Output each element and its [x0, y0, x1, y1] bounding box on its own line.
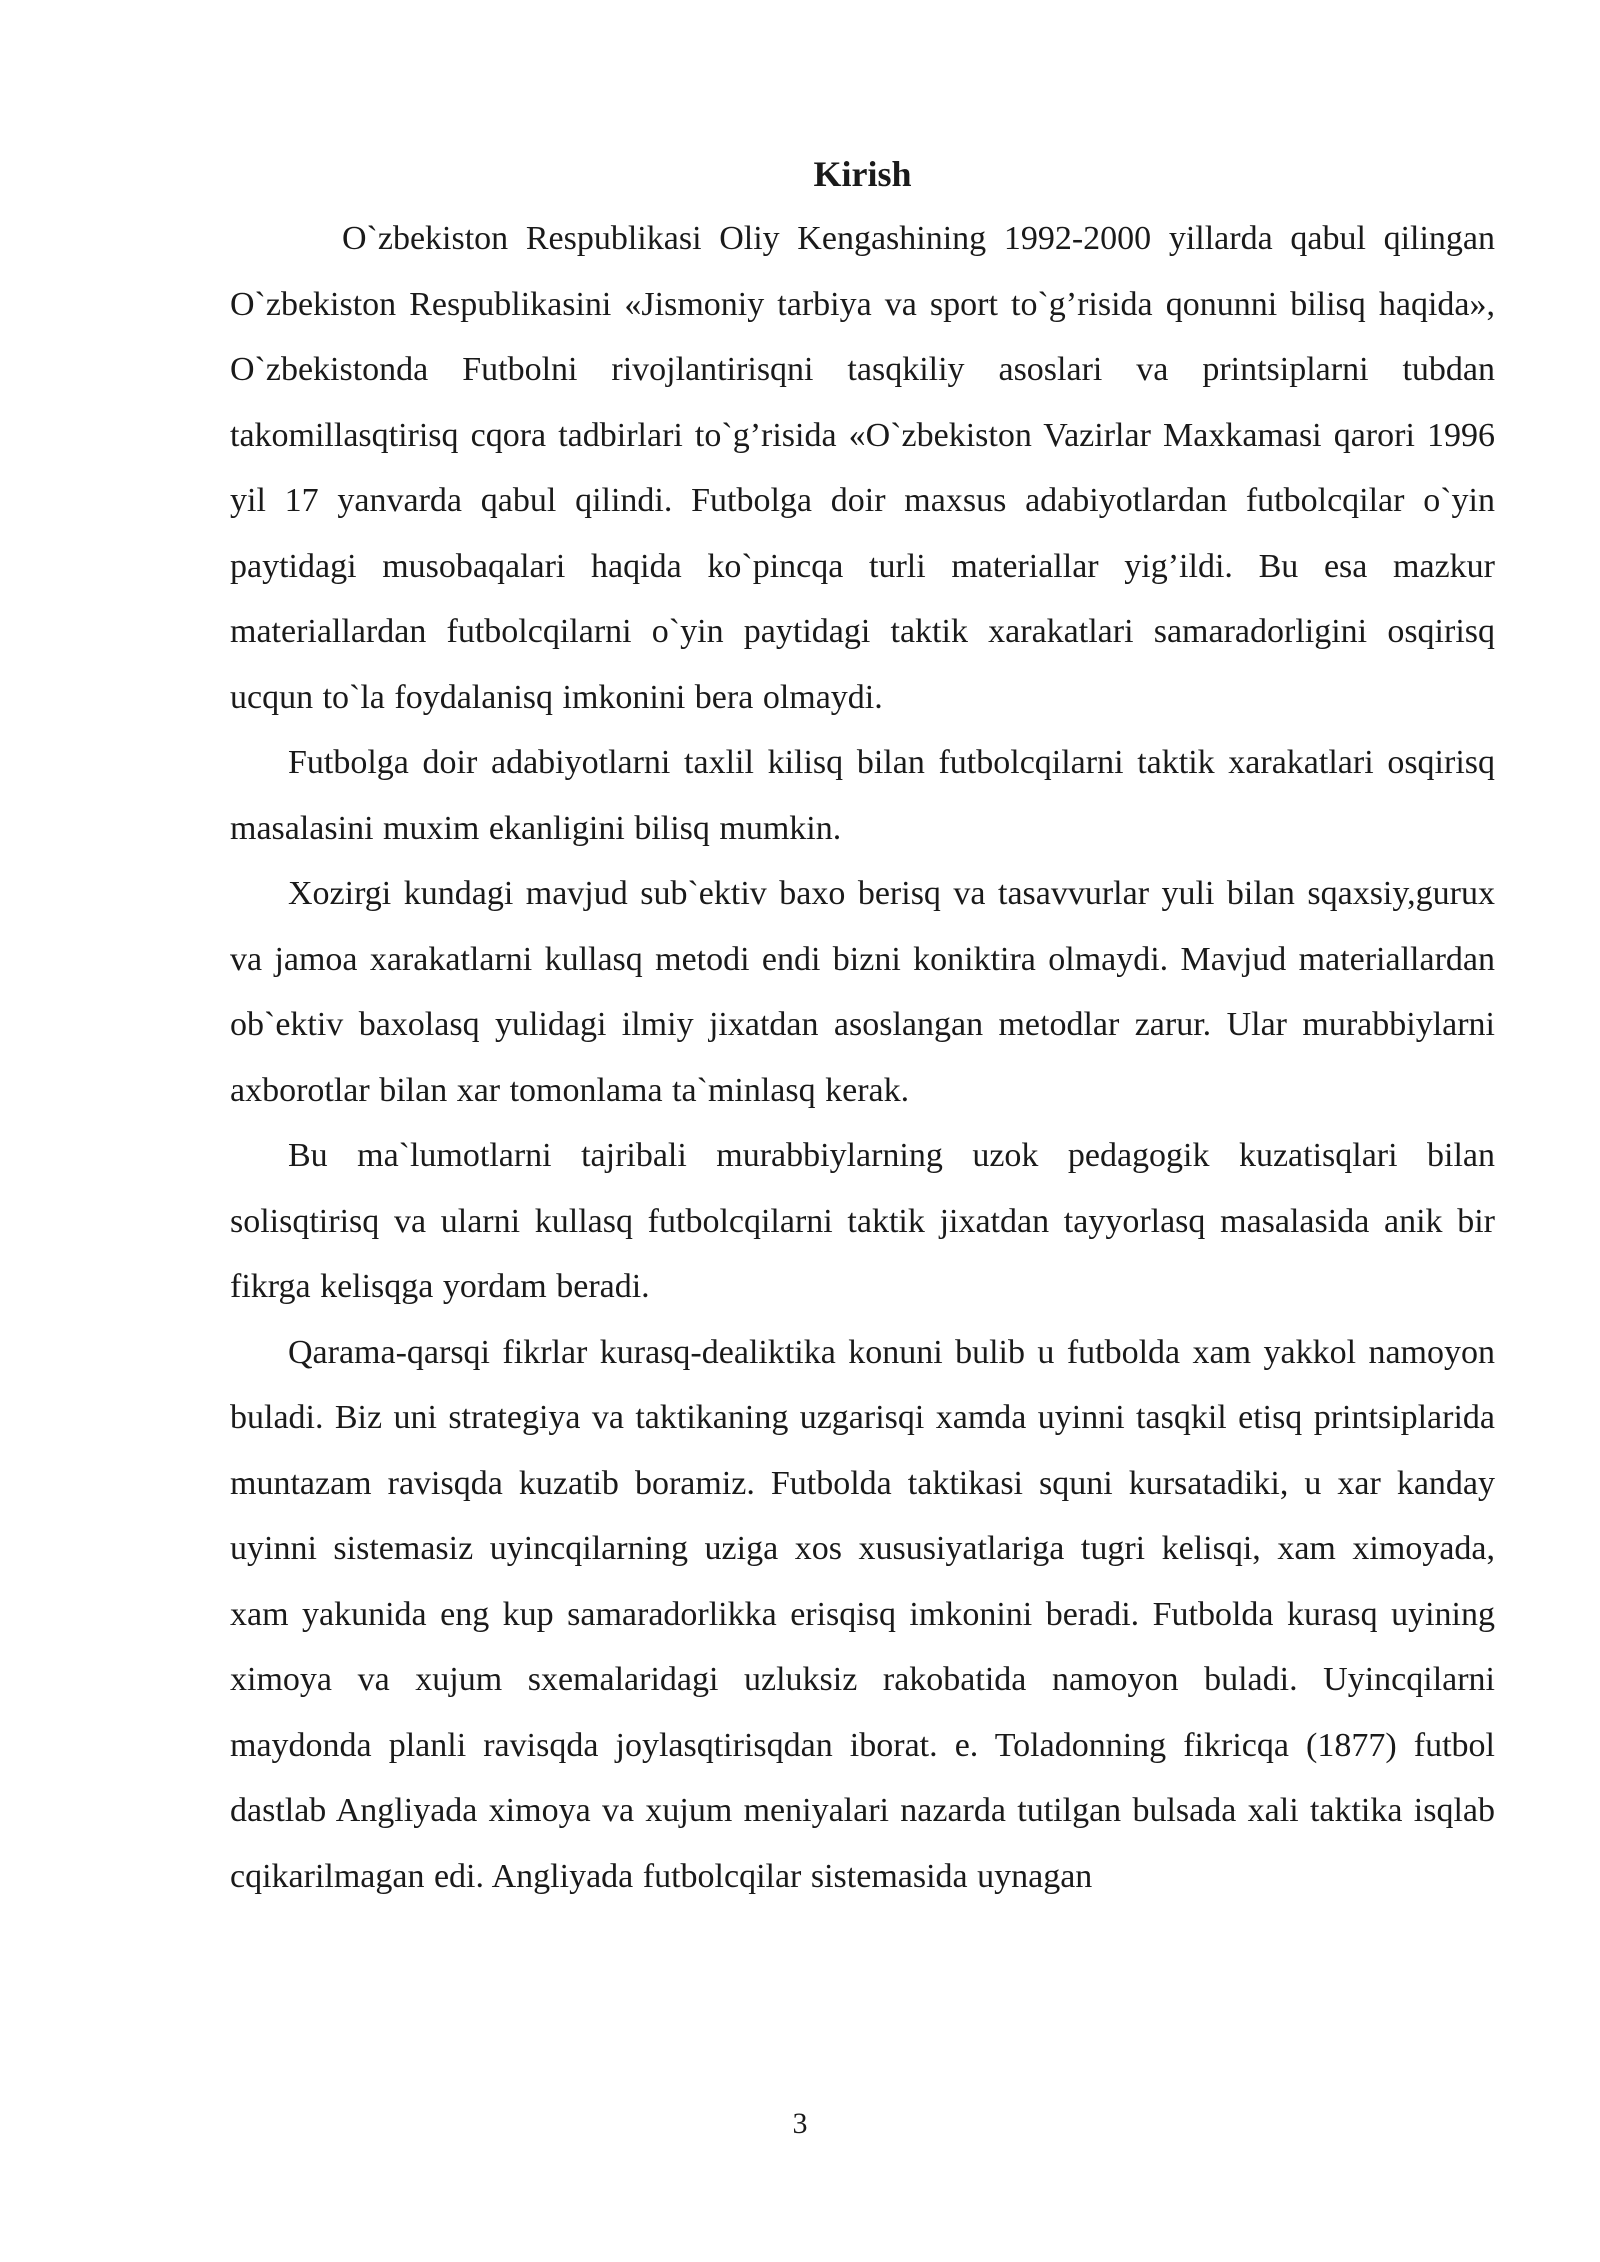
paragraph-1: O`zbekiston Respublikasi Oliy Kengashining 1992-2000 yillarda qabul qilingan O`zbekiston Respublikasini «Jismoniy tarbiya va sport to`g’risida qonunni bilisq haqida», O`zbekistonda Futbolni rivojlantirisqni tasqkiliy asoslari va printsiplarni tubdan takomillasqtirisq cqora tadbirlari to`g’risida «O`zbekiston Vazirlar Maxkamasi qarori 1996 yil 17 yanvarda qabul qilindi. Futbolga doir maxsus adabiyotlardan futbolcqilar o`yin paytidagi musobaqalari haqida ko`pincqa turli materiallar yig’ildi. Bu esa mazkur materiallardan futbolcqilarni o`yin paytidagi taktik xarakatlari samaradorligini osqirisq ucqun to`la foydalanisq imkonini bera olmaydi. — [230, 220, 1495, 716]
paragraph-2: Futbolga doir adabiyotlarni taxlil kilisq bilan futbolcqilarni taktik xarakatlari osqirisq masalasini muxim ekanligini bilisq mumkin. — [230, 744, 1495, 847]
document-page — [230, 150, 1495, 1909]
paragraph-5: Qarama-qarsqi fikrlar kurasq-dealiktika konuni bulib u futbolda xam yakkol namoyon buladi. Biz uni strategiya va taktikaning uzgarisqi xamda uyinni tasqkil etisq printsiplarida muntazam ravisqda kuzatib boramiz. Futbolda taktikasi squni kursatadiki, u xar kanday uyinni sistemasiz uyincqilarning uziga xos xususiyatlariga tugri kelisqi, xam ximoyada, xam yakunida eng kup samaradorlikka erisqisq imkonini beradi. Futbolda kurasq uyining ximoya va xujum sxemalaridagi uzluksiz rakobatida namoyon buladi. Uyincqilarni maydonda planli ravisqda joylasqtirisqdan iborat. e. Toladonning fikricqa (1877) futbol dastlab Angliyada ximoya va xujum meniyalari nazarda tutilgan bulsada xali taktika isqlab cqikarilmagan edi. Angliyada futbolcqilar sistemasida uynagan — [230, 1333, 1495, 1895]
page-number: 3 — [792, 2107, 808, 2140]
document-title: Kirish — [813, 154, 912, 194]
paragraph-4: Bu ma`lumotlarni tajribali murabbiylarning uzok pedagogik kuzatisqlari bilan solisqtirisq va ularni kullasq futbolcqilarni taktik jixatdan tayyorlasq masalasida anik bir fikrga kelisqga yordam beradi. — [230, 1137, 1495, 1305]
paragraph-3: Xozirgi kundagi mavjud sub`ektiv baxo berisq va tasavvurlar yuli bilan sqaxsiy,gurux va jamoa xarakatlarni kullasq metodi endi bizni koniktira olmaydi. Mavjud materiallardan ob`ektiv baxolasq yulidagi ilmiy jixatdan asoslangan metodlar zarur. Ular murabbiylarni axborotlar bilan xar tomonlama ta`minlasq kerak. — [230, 875, 1495, 1109]
